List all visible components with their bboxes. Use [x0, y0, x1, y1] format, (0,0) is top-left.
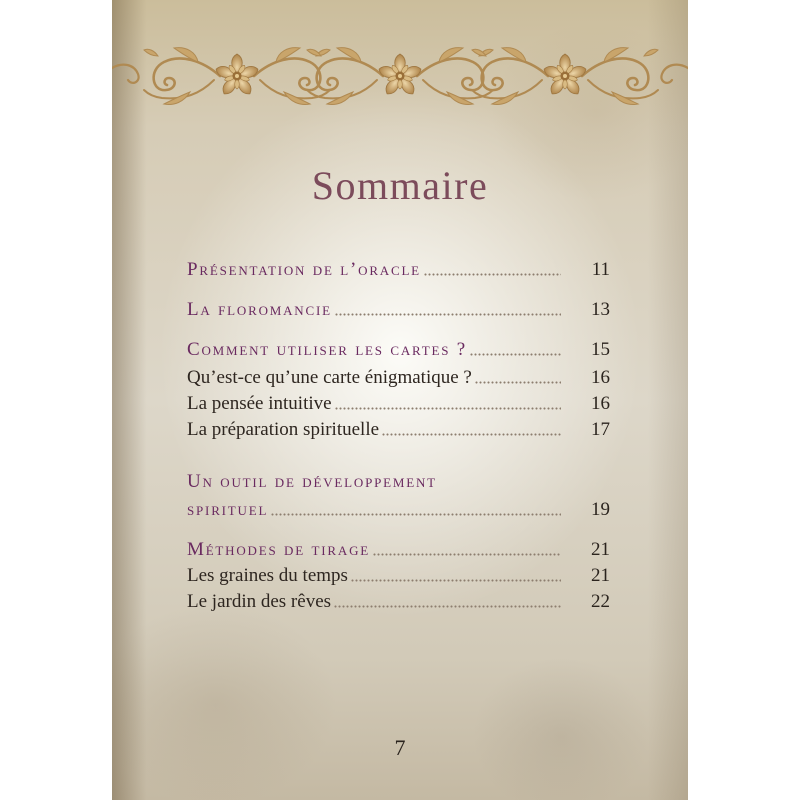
flower-ornament-left [214, 54, 259, 97]
toc-page-number: 22 [591, 591, 610, 612]
toc-entry [187, 498, 610, 522]
floral-border-ornament [112, 40, 688, 112]
toc-entry-line1 [187, 470, 610, 494]
page-title: Sommaire [311, 163, 489, 208]
toc-entry-title: Méthodes de tirage [187, 539, 370, 560]
flower-ornament-right [542, 54, 587, 97]
toc-subentry [187, 590, 610, 614]
dot-leader [335, 407, 561, 410]
toc-entry-title: Les graines du temps [187, 565, 348, 586]
toc-subentry [187, 392, 610, 416]
toc-page-number: 21 [591, 565, 610, 586]
dot-leader [382, 433, 561, 436]
toc-entry-title: Présentation de l’oracle [187, 259, 421, 280]
book-page [112, 0, 688, 800]
dot-leader [334, 605, 561, 608]
toc-entry-title: Le jardin des rêves [187, 591, 332, 612]
flower-ornament-center [377, 54, 422, 97]
toc-entry-title: La pensée intuitive [187, 393, 332, 414]
toc-page-number: 15 [591, 339, 610, 360]
toc-entry [187, 538, 610, 562]
toc-entry-title: Comment utiliser les cartes ? [187, 339, 468, 360]
toc-entry [187, 258, 610, 282]
toc-page-number: 13 [591, 299, 610, 320]
toc-page-number: 21 [591, 539, 610, 560]
dot-leader [271, 513, 561, 516]
toc-page-number: 19 [591, 499, 610, 520]
scroll-right-edge [661, 65, 688, 83]
dot-leader [424, 273, 561, 276]
scroll-left-edge [112, 65, 139, 83]
toc-page-number: 16 [591, 393, 610, 414]
toc-subentry [187, 564, 610, 588]
toc-entry-title: Un outil de développement [187, 471, 437, 492]
toc-entry [187, 338, 610, 362]
toc-entry-title: Qu’est-ce qu’une carte énigmatique ? [187, 367, 472, 388]
toc-page-number: 11 [591, 259, 610, 280]
toc-page-number: 16 [591, 367, 610, 388]
dot-leader [475, 381, 561, 384]
dot-leader [470, 353, 561, 356]
dot-leader [335, 313, 561, 316]
toc-page-number: 17 [591, 419, 610, 440]
toc-entry-title: La floromancie [187, 299, 332, 320]
toc-entry-title: spirituel [187, 499, 269, 520]
page-number: 7 [394, 735, 406, 760]
toc-entry-title: La préparation spirituelle [187, 419, 380, 440]
toc-subentry [187, 418, 610, 442]
dot-leader [351, 579, 561, 582]
toc-entry [187, 298, 610, 322]
dot-leader [373, 553, 561, 556]
toc-subentry [187, 366, 610, 390]
